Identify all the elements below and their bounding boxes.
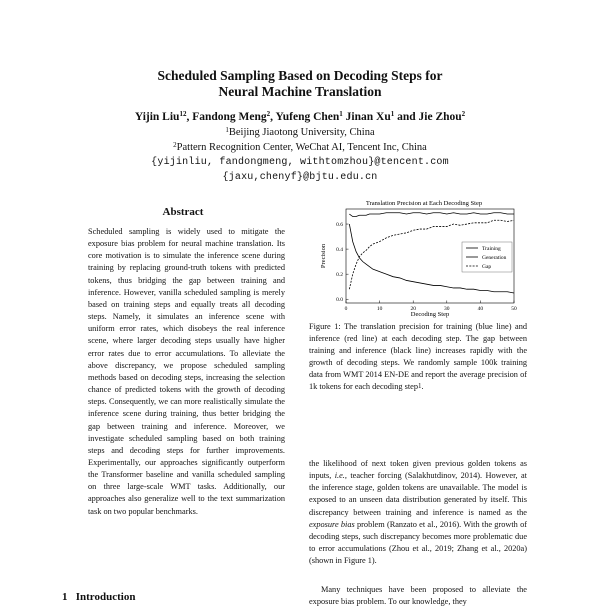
x-tick-label: 40 <box>477 306 484 312</box>
legend-label-generation: Generation <box>482 255 507 261</box>
author-2: Fandong Meng$^2$, <box>192 110 276 123</box>
precision-chart <box>312 196 522 320</box>
abstract-text: Scheduled sampling is widely used to mitigate the exposure bias problem for neural machine translation. Its core motivation is to simulate the inference scene during training by replacing ground-truth tokens with predicted tokens, thus bridging the gap between training and inference. However, vanilla scheduled sampling is merely based on training steps and equally treats all decoding steps. Namely, it simulates an inference scene with uniform error rates, which disobeys the real inference scene, where larger decoding steps usually have higher error rates due to error accumulations. To alleviate the above discrepancy, we propose scheduled sampling methods based on decoding steps, increasing the selection chance of predicted tokens with the growth of decoding steps. Consequently, we can more realistically simulate the inference scene during training, thus better bridging the gap between training and inference. Moreover, we investigate scheduled sampling based on both training steps and decoding steps for further improvements. Experimentally, our approaches significantly outperform the Transformer baseline and vanilla scheduled sampling on three large-scale WMT tasks. Additionally, our approaches also generalize well to the text summarization task on two popular benchmarks. <box>88 227 285 516</box>
affiliation-2: $^2$Pattern Recognition Center, WeChat AI, Tencent Inc, China <box>173 141 427 153</box>
x-tick-label: 30 <box>444 306 450 312</box>
author-1: Yijin Liu$^{12}$, <box>134 110 193 123</box>
x-tick-label: 20 <box>410 306 416 312</box>
x-tick-label: 0 <box>344 306 348 312</box>
y-tick-label: 0.4 <box>336 247 343 254</box>
legend-label-gap: Gap <box>482 264 492 270</box>
y-tick-label: 0.2 <box>336 272 343 279</box>
x-tick-label: 10 <box>376 306 383 312</box>
title-line-2: Neural Machine Translation <box>218 84 382 99</box>
section-title: Introduction <box>75 591 136 603</box>
author-3: Yufeng Chen$^1$ <box>275 110 343 123</box>
affiliation-1: $^1$Beijing Jiaotong University, China <box>225 126 375 138</box>
paper-title <box>0 68 600 100</box>
chart-title: Translation Precision at Each Decoding Step <box>365 200 483 207</box>
author-5: Jie Zhou$^2$ <box>418 110 466 123</box>
x-axis-label: Decoding Step <box>410 311 450 318</box>
y-axis-label: Precision <box>320 243 327 269</box>
legend-label-training: Training <box>482 246 501 252</box>
figure-caption: Figure 1: The translation precision for training (blue line) and inference (red line) at each decoding step. The gap between training and inference (black line) increases rapidly with the growth of decoding steps. We randomly sample 100k training data from WMT 2014 EN-DE and report the average precision of 1k tokens for each decoding step$^1$. <box>309 322 527 392</box>
y-axis-ticks <box>336 222 348 303</box>
section-number: 1 <box>62 591 68 603</box>
column2-paragraph-1: the likelihood of next token given previous golden tokens as inputs, i.e., teacher forcing (Salakhutdinov, 2014). However, at the inference stage, golden tokens are unavailable. The model is exposed to an unseen data distribution generated by itself. This discrepancy between training and inference is named as the exposure bias problem (Ranzato et al., 2016). With the growth of decoding steps, such discrepancy becomes more problematic due to error accumulations (Zhou et al., 2019; Zhang et al., 2020a) (shown in Figure 1). <box>309 459 527 566</box>
section-heading-introduction <box>62 591 135 603</box>
x-tick-label: 50 <box>511 306 517 312</box>
author-4: Jinan Xu$^1$ and <box>345 110 419 123</box>
author-list <box>0 111 600 123</box>
y-tick-label: 0.6 <box>336 222 343 229</box>
title-line-1: Scheduled Sampling Based on Decoding Steps for <box>157 68 443 83</box>
abstract-heading: Abstract <box>162 206 204 218</box>
chart-legend <box>462 242 512 272</box>
series-line-training <box>349 213 514 217</box>
column2-paragraph-2: Many techniques have been proposed to alleviate the exposure bias problem. To our knowledge, they <box>309 585 527 607</box>
email-line-2: {jaxu,chenyf}@bjtu.edu.cn <box>222 172 378 183</box>
email-line-1: {yijinliu, fandongmeng, withtomzhou}@tencent.com <box>151 157 449 168</box>
y-tick-label: 0.0 <box>336 297 343 304</box>
